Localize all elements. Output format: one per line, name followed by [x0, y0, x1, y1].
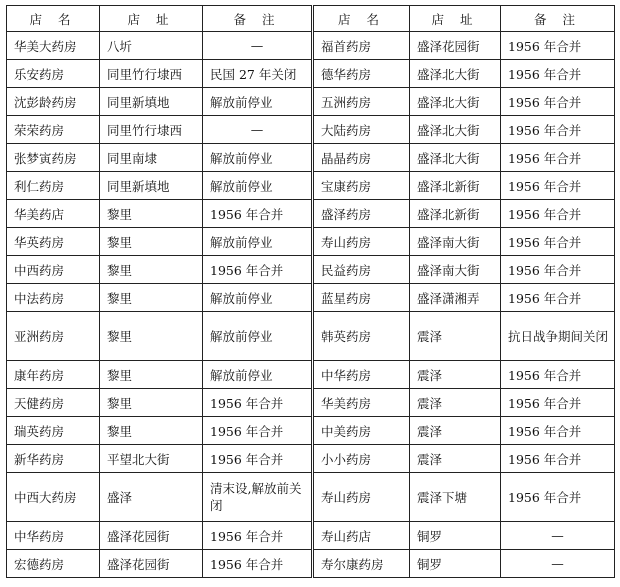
- right-store-name-cell: 蓝星药房: [313, 284, 410, 312]
- right-store-name-cell: 寿山药房: [313, 473, 410, 522]
- left-store-name-cell: 中法药房: [7, 284, 100, 312]
- left-store-name-cell: 天健药房: [7, 389, 100, 417]
- left-store-name-cell: 康年药房: [7, 361, 100, 389]
- left-store-address-cell: 同里南埭: [100, 144, 203, 172]
- right-store-name-cell: 寿尔康药房: [313, 550, 410, 578]
- left-store-address-cell: 八圻: [100, 32, 203, 60]
- left-store-address-cell: 黎里: [100, 361, 203, 389]
- header-store-name: 店 名: [7, 6, 100, 32]
- right-remarks-cell: 1956 年合并: [501, 144, 615, 172]
- left-store-name-cell: 中西大药房: [7, 473, 100, 522]
- left-store-address-cell: 同里新填地: [100, 88, 203, 116]
- left-store-address-cell: 同里竹行埭西: [100, 60, 203, 88]
- header-store-address: 店 址: [410, 6, 501, 32]
- header-store-name: 店 名: [313, 6, 410, 32]
- right-remarks-cell: 1956 年合并: [501, 200, 615, 228]
- right-store-address-cell: 盛泽北新街: [410, 172, 501, 200]
- right-store-name-cell: 中华药房: [313, 361, 410, 389]
- right-store-name-cell: 晶晶药房: [313, 144, 410, 172]
- right-store-name-cell: 福首药房: [313, 32, 410, 60]
- right-store-name-cell: 五洲药房: [313, 88, 410, 116]
- left-store-address-cell: 黎里: [100, 312, 203, 361]
- right-store-name-cell: 宝康药房: [313, 172, 410, 200]
- left-store-address-cell: 黎里: [100, 200, 203, 228]
- right-store-address-cell: 盛泽北新街: [410, 200, 501, 228]
- pharmacy-table: [6, 5, 615, 578]
- left-store-name-cell: 华英药房: [7, 228, 100, 256]
- table-row: [7, 417, 615, 445]
- right-store-name-cell: 民益药房: [313, 256, 410, 284]
- right-store-address-cell: 盛泽北大街: [410, 60, 501, 88]
- right-remarks-cell: 1956 年合并: [501, 88, 615, 116]
- left-remarks-cell: 1956 年合并: [203, 445, 313, 473]
- left-remarks-cell: 1956 年合并: [203, 522, 313, 550]
- right-store-name-cell: 盛泽药房: [313, 200, 410, 228]
- left-remarks-cell: 民国 27 年关闭: [203, 60, 313, 88]
- left-store-address-cell: 平望北大街: [100, 445, 203, 473]
- right-store-name-cell: 大陆药房: [313, 116, 410, 144]
- right-remarks-cell: 1956 年合并: [501, 284, 615, 312]
- right-store-address-cell: 铜罗: [410, 522, 501, 550]
- left-remarks-cell: 解放前停业: [203, 144, 313, 172]
- left-store-address-cell: 盛泽花园街: [100, 522, 203, 550]
- left-store-address-cell: 盛泽: [100, 473, 203, 522]
- right-remarks-cell: 1956 年合并: [501, 172, 615, 200]
- left-store-address-cell: 黎里: [100, 284, 203, 312]
- left-remarks-cell: 1956 年合并: [203, 200, 313, 228]
- table-row: [7, 312, 615, 361]
- table-row: [7, 116, 615, 144]
- table-row: [7, 88, 615, 116]
- left-store-name-cell: 新华药房: [7, 445, 100, 473]
- right-store-address-cell: 震泽: [410, 417, 501, 445]
- left-store-address-cell: 同里竹行埭西: [100, 116, 203, 144]
- left-remarks-cell: 解放前停业: [203, 172, 313, 200]
- left-store-address-cell: 黎里: [100, 256, 203, 284]
- right-remarks-cell: 1956 年合并: [501, 116, 615, 144]
- left-remarks-cell: 解放前停业: [203, 361, 313, 389]
- right-store-address-cell: 盛泽南大街: [410, 228, 501, 256]
- right-store-address-cell: 盛泽南大街: [410, 256, 501, 284]
- right-store-address-cell: 震泽: [410, 361, 501, 389]
- right-remarks-cell: 1956 年合并: [501, 228, 615, 256]
- left-store-address-cell: 黎里: [100, 417, 203, 445]
- table-row: [7, 32, 615, 60]
- right-remarks-cell: 1956 年合并: [501, 473, 615, 522]
- right-store-address-cell: 震泽: [410, 389, 501, 417]
- header-remarks: 备 注: [203, 6, 313, 32]
- right-remarks-cell: 1956 年合并: [501, 60, 615, 88]
- left-store-name-cell: 中西药房: [7, 256, 100, 284]
- right-remarks-cell: 抗日战争期间关闭: [501, 312, 615, 361]
- right-store-address-cell: 盛泽北大街: [410, 144, 501, 172]
- right-store-address-cell: 铜罗: [410, 550, 501, 578]
- table-row: [7, 60, 615, 88]
- left-store-name-cell: 华美大药房: [7, 32, 100, 60]
- right-store-address-cell: 盛泽花园街: [410, 32, 501, 60]
- right-store-address-cell: 盛泽潇湘弄: [410, 284, 501, 312]
- right-store-address-cell: 震泽: [410, 445, 501, 473]
- left-remarks-cell: 解放前停业: [203, 88, 313, 116]
- right-store-address-cell: 震泽下塘: [410, 473, 501, 522]
- left-remarks-cell: 解放前停业: [203, 228, 313, 256]
- table-row: [7, 172, 615, 200]
- left-remarks-cell: —: [203, 116, 313, 144]
- right-remarks-cell: 1956 年合并: [501, 256, 615, 284]
- right-store-name-cell: 寿山药房: [313, 228, 410, 256]
- header-store-address: 店 址: [100, 6, 203, 32]
- left-store-name-cell: 张梦寅药房: [7, 144, 100, 172]
- left-store-address-cell: 盛泽花园街: [100, 550, 203, 578]
- right-remarks-cell: 1956 年合并: [501, 417, 615, 445]
- left-remarks-cell: 1956 年合并: [203, 389, 313, 417]
- left-store-name-cell: 中华药房: [7, 522, 100, 550]
- right-remarks-cell: 1956 年合并: [501, 389, 615, 417]
- left-remarks-cell: 1956 年合并: [203, 550, 313, 578]
- left-remarks-cell: 清末设,解放前关闭: [203, 473, 313, 522]
- left-store-name-cell: 瑞英药房: [7, 417, 100, 445]
- right-store-name-cell: 韩英药房: [313, 312, 410, 361]
- pharmacy-table-container: [6, 5, 615, 578]
- left-store-address-cell: 黎里: [100, 228, 203, 256]
- right-remarks-cell: —: [501, 522, 615, 550]
- right-store-name-cell: 小小药房: [313, 445, 410, 473]
- right-store-name-cell: 德华药房: [313, 60, 410, 88]
- right-store-name-cell: 华美药房: [313, 389, 410, 417]
- right-store-name-cell: 寿山药店: [313, 522, 410, 550]
- table-row: [7, 389, 615, 417]
- table-row: [7, 550, 615, 578]
- right-store-name-cell: 中美药房: [313, 417, 410, 445]
- right-store-address-cell: 盛泽北大街: [410, 88, 501, 116]
- left-store-address-cell: 同里新填地: [100, 172, 203, 200]
- table-row: [7, 445, 615, 473]
- right-remarks-cell: —: [501, 550, 615, 578]
- left-store-name-cell: 荣荣药房: [7, 116, 100, 144]
- right-remarks-cell: 1956 年合并: [501, 361, 615, 389]
- right-remarks-cell: 1956 年合并: [501, 32, 615, 60]
- left-store-name-cell: 乐安药房: [7, 60, 100, 88]
- left-store-name-cell: 亚洲药房: [7, 312, 100, 361]
- table-row: [7, 144, 615, 172]
- right-store-address-cell: 震泽: [410, 312, 501, 361]
- table-row: [7, 228, 615, 256]
- table-row: [7, 361, 615, 389]
- table-row: [7, 284, 615, 312]
- table-row: [7, 522, 615, 550]
- left-remarks-cell: 1956 年合并: [203, 256, 313, 284]
- header-remarks: 备 注: [501, 6, 615, 32]
- table-row: [7, 473, 615, 522]
- left-store-name-cell: 沈彭龄药房: [7, 88, 100, 116]
- left-remarks-cell: —: [203, 32, 313, 60]
- left-store-name-cell: 宏德药房: [7, 550, 100, 578]
- table-row: [7, 200, 615, 228]
- right-remarks-cell: 1956 年合并: [501, 445, 615, 473]
- right-store-address-cell: 盛泽北大街: [410, 116, 501, 144]
- left-remarks-cell: 1956 年合并: [203, 417, 313, 445]
- left-store-address-cell: 黎里: [100, 389, 203, 417]
- left-store-name-cell: 利仁药房: [7, 172, 100, 200]
- left-store-name-cell: 华美药店: [7, 200, 100, 228]
- left-remarks-cell: 解放前停业: [203, 284, 313, 312]
- table-row: [7, 256, 615, 284]
- header-row: [7, 6, 615, 32]
- left-remarks-cell: 解放前停业: [203, 312, 313, 361]
